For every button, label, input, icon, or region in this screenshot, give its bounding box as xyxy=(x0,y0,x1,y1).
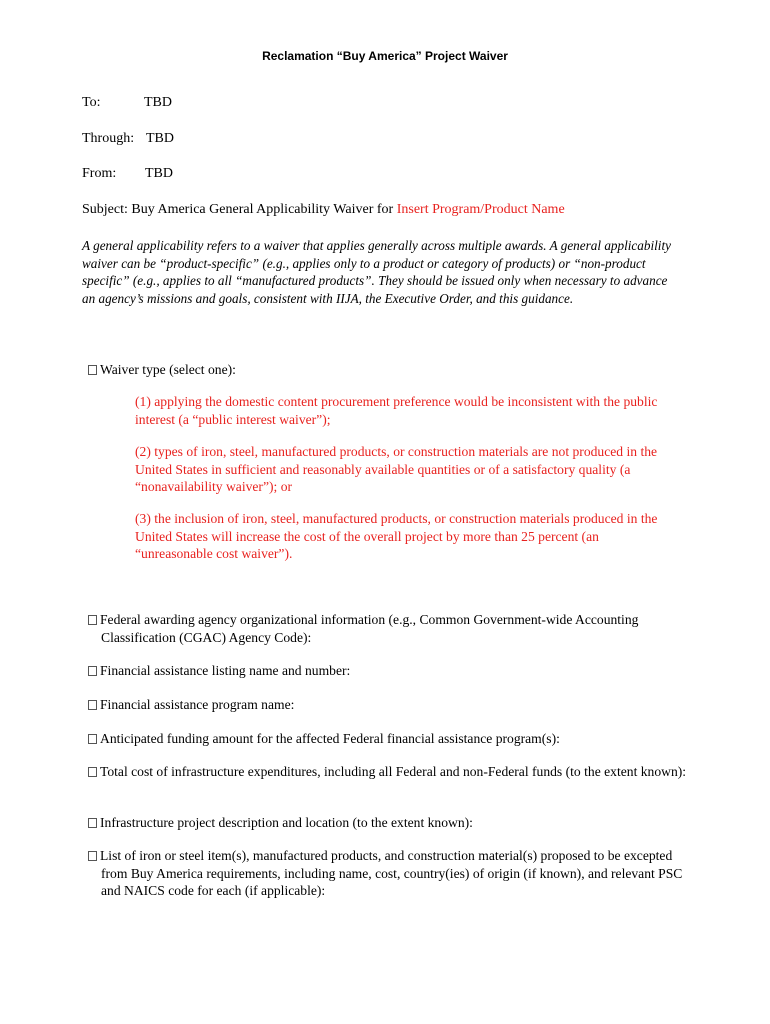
through-line xyxy=(82,131,174,147)
through-value: TBD xyxy=(146,131,174,146)
checklist-text: Federal awarding agency organizational information (e.g., Common Government-wide Accounting Classification (CGAC) Agency Code): xyxy=(100,612,639,645)
checklist-checkbox[interactable] xyxy=(88,700,97,710)
to-value: TBD xyxy=(144,95,172,110)
waiver-type-item xyxy=(88,361,688,379)
checklist-text: Total cost of infrastructure expenditures, including all Federal and non-Federal funds (to the extent known): xyxy=(100,764,687,779)
checklist-checkbox[interactable] xyxy=(88,818,97,828)
checklist-text: Infrastructure project description and location (to the extent known): xyxy=(100,815,473,830)
checklist-text: Anticipated funding amount for the affected Federal financial assistance program(s): xyxy=(100,731,560,746)
checklist-item-agency-info xyxy=(88,611,691,646)
subject-label: Subject: xyxy=(82,202,128,217)
checklist-item-excepted-items xyxy=(88,847,691,900)
checklist-text: List of iron or steel item(s), manufactured products, and construction material(s) proposed to be excepted from Buy America requirements, including name, cost, country(ies) of origin (if known), and relevant PSC and NAICS code for each (if applicable): xyxy=(100,848,683,898)
through-label: Through: xyxy=(82,131,135,146)
checklist-item-listing xyxy=(88,662,701,680)
waiver-type-label: Waiver type (select one): xyxy=(100,362,236,377)
checklist-item-program-name xyxy=(88,696,701,714)
waiver-option-unreasonable-cost: (3) the inclusion of iron, steel, manufactured products, or construction materials produced in the United States will increase the cost of the overall project by more than 25 percent (an “unreasonable cost waiver”). xyxy=(135,511,658,561)
checklist-item-project-description xyxy=(88,814,701,832)
to-label: To: xyxy=(82,95,101,110)
checklist-checkbox[interactable] xyxy=(88,851,97,861)
checklist-checkbox[interactable] xyxy=(88,734,97,744)
from-line xyxy=(82,166,173,182)
checklist-checkbox[interactable] xyxy=(88,666,97,676)
subject-line xyxy=(82,202,565,218)
from-label: From: xyxy=(82,166,117,181)
checklist-checkbox[interactable] xyxy=(88,615,97,625)
checklist-item-funding xyxy=(88,730,701,748)
intro-paragraph: A general applicability refers to a waiver that applies generally across multiple awards. A general applicability waiver can be “product-specific” (e.g., applies only to a product or category of products) or “non-product specific” (e.g., applies to all “manufactured products”. They should be issued only when necessary to advance an agency’s missions and goals, consistent with IIJA, the Executive Order, and this guidance. xyxy=(82,238,671,306)
checklist-text: Financial assistance program name: xyxy=(100,697,295,712)
waiver-option-nonavailability: (2) types of iron, steel, manufactured products, or construction materials are not produced in the United States in sufficient and reasonably available quantities or of a satisfactory quality (a “nonavailability waiver”); or xyxy=(135,444,658,494)
checklist-text: Financial assistance listing name and number: xyxy=(100,663,351,678)
waiver-option-public-interest: (1) applying the domestic content procurement preference would be inconsistent with the public interest (a “public interest waiver”); xyxy=(135,394,658,427)
checklist-item-total-cost xyxy=(88,763,696,781)
subject-text: Buy America General Applicability Waiver for xyxy=(131,202,394,217)
checklist-checkbox[interactable] xyxy=(88,767,97,777)
from-value: TBD xyxy=(145,166,173,181)
to-line xyxy=(82,95,172,111)
document-title: Reclamation “Buy America” Project Waiver xyxy=(262,49,508,63)
subject-placeholder: Insert Program/Product Name xyxy=(396,202,565,217)
waiver-type-checkbox[interactable] xyxy=(88,365,97,375)
